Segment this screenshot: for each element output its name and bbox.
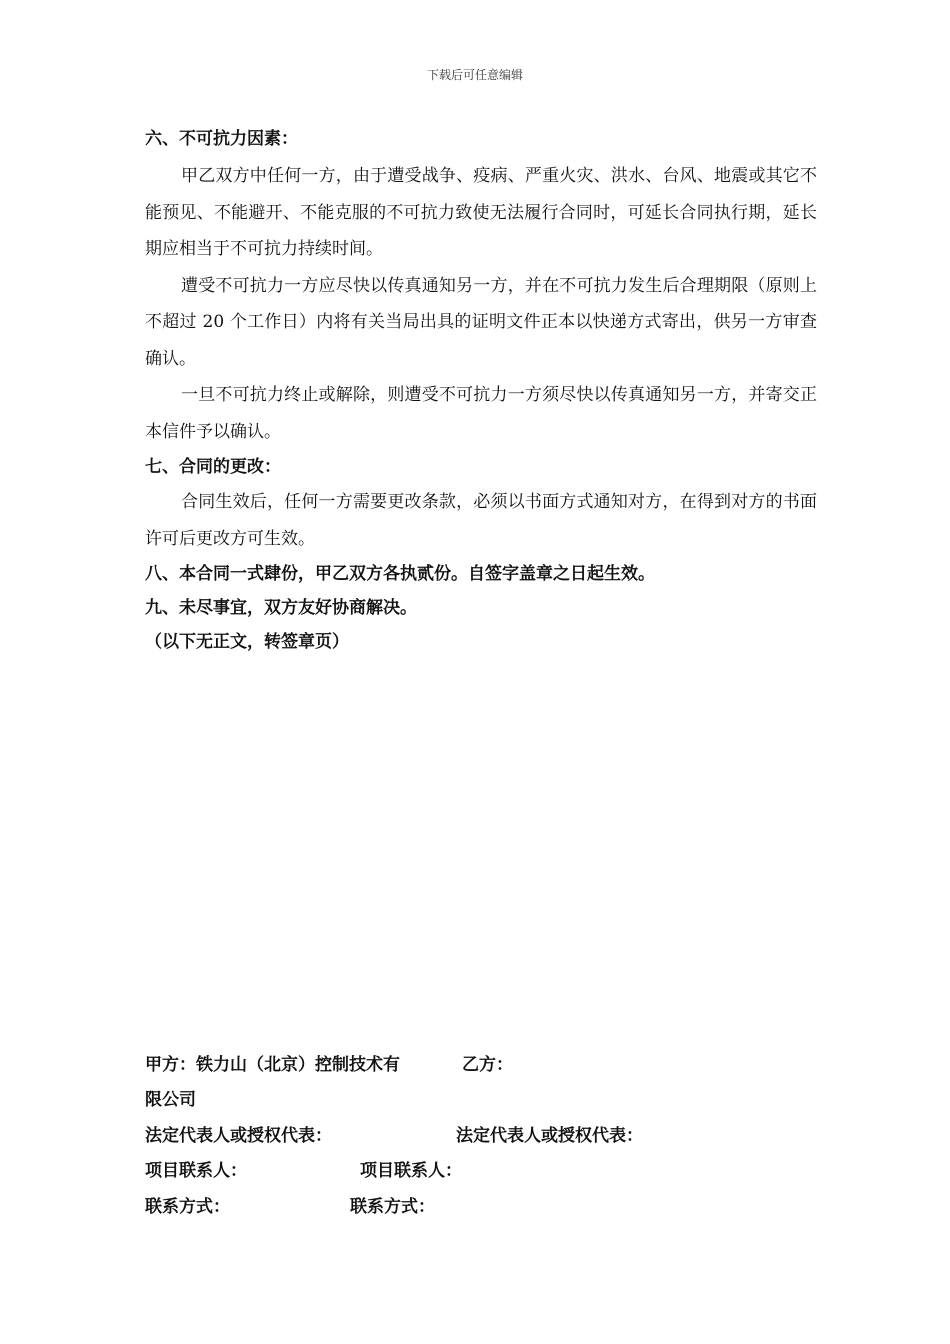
party-b-contact: 项目联系人：: [360, 1161, 462, 1181]
section-7-title: 七、合同的更改：: [145, 457, 281, 477]
section-6-paragraph-1: 甲乙双方中任何一方，由于遭受战争、疫病、严重火灾、洪水、台风、地震或其它不能预见、不能避开、不能克服的不可抗力致使无法履行合同时，可延长合同执行期，延长期应相当于不可抗力持续时间。: [145, 166, 817, 259]
section-9: 九、未尽事宜，双方友好协商解决。: [145, 598, 417, 618]
party-a-contact: 项目联系人：: [145, 1161, 247, 1181]
section-6-paragraph-2: 遭受不可抗力一方应尽快以传真通知另一方，并在不可抗力发生后合理期限（原则上不超过 20 个工作日）内将有关当局出具的证明文件正本以快递方式寄出，供另一方审查确认。: [145, 275, 817, 369]
page-header: 下载后可任意编辑: [426, 68, 523, 82]
end-note: （以下无正文，转签章页）: [145, 632, 349, 652]
section-8: 八、本合同一式肆份，甲乙双方各执贰份。自签字盖章之日起生效。: [145, 564, 655, 584]
section-6-title: 六、不可抗力因素：: [145, 129, 298, 149]
section-7-paragraph-1: 合同生效后，任何一方需要更改条款，必须以书面方式通知对方，在得到对方的书面许可后更改方可生效。: [145, 492, 817, 549]
party-b-representative: 法定代表人或授权代表：: [456, 1126, 643, 1146]
party-a-representative: 法定代表人或授权代表：: [145, 1126, 332, 1146]
party-b-contact-method: 联系方式：: [350, 1197, 435, 1217]
party-a-contact-method: 联系方式：: [145, 1197, 230, 1217]
party-b-name: 乙方：: [462, 1055, 513, 1075]
party-a-name-line-2: 限公司: [145, 1090, 196, 1110]
contract-body: [145, 122, 817, 659]
section-6-paragraph-3: 一旦不可抗力终止或解除，则遭受不可抗力一方须尽快以传真通知另一方，并寄交正本信件予以确认。: [145, 385, 817, 442]
party-a-name-line-1: 甲方：铁力山（北京）控制技术有: [145, 1055, 400, 1075]
